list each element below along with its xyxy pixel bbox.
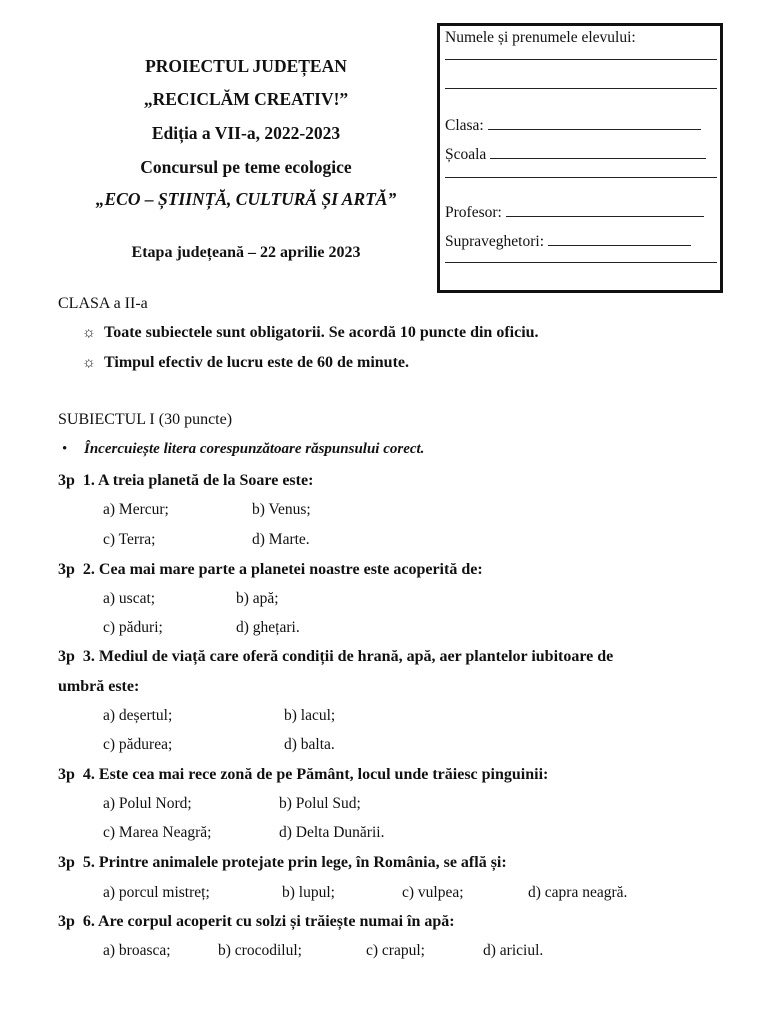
question-text: 1. A treia planetă de la Soare este: [82, 472, 314, 489]
question-1 [58, 472, 313, 490]
question-text: 6. Are corpul acoperit cu solzi și trăiește numai în apă: [82, 913, 455, 930]
gear-icon: ☼ [82, 325, 96, 341]
question-text: 3. Mediul de viață care oferă condiții de hrană, apă, aer plantelor iubitoare de [82, 648, 614, 665]
q6-option-d[interactable]: d) ariciul. [483, 942, 544, 959]
q4-option-c[interactable]: c) Marea Neagră; [103, 824, 212, 841]
teacher-line[interactable] [506, 204, 704, 217]
class-line[interactable] [488, 117, 701, 130]
student-name-line-1[interactable] [445, 59, 717, 60]
q1-option-a[interactable]: a) Mercur; [103, 501, 169, 518]
question-3 [58, 648, 613, 666]
question-text: 2. Cea mai mare parte a planetei noastre este acoperită de: [82, 561, 483, 578]
question-points: 3p [58, 648, 75, 665]
student-name-label: Numele și prenumele elevului: [445, 29, 636, 46]
q1-option-b[interactable]: b) Venus; [252, 501, 311, 518]
school-field [445, 146, 706, 164]
q4-option-a[interactable]: a) Polul Nord; [103, 795, 192, 812]
teacher-label: Profesor: [445, 204, 502, 221]
contest-title: PROIECTUL JUDEȚEAN [145, 56, 347, 76]
q1-option-c[interactable]: c) Terra; [103, 531, 156, 548]
question-text: 5. Printre animalele protejate prin lege, în România, se află și: [82, 854, 507, 871]
q1-option-d[interactable]: d) Marte. [252, 531, 310, 548]
supervisors-line-2[interactable] [445, 262, 717, 263]
student-name-line-2[interactable] [445, 88, 717, 89]
gear-icon: ☼ [82, 355, 96, 371]
question-points: 3p [58, 913, 75, 930]
class-label: Clasa: [445, 117, 484, 134]
question-3-continued: umbră este: [58, 678, 140, 695]
contest-subtitle: Concursul pe teme ecologice [140, 157, 352, 177]
class-title: CLASA a II-a [58, 295, 148, 312]
question-6 [58, 913, 455, 931]
supervisors-field [445, 233, 691, 251]
question-points: 3p [58, 561, 75, 578]
question-points: 3p [58, 766, 75, 783]
q2-option-b[interactable]: b) apă; [236, 590, 279, 607]
subject-title-main: SUBIECTUL I (30 puncte [58, 411, 227, 428]
question-points: 3p [58, 472, 75, 489]
q3-option-a[interactable]: a) deșertul; [103, 707, 173, 724]
stage-date: Etapa județeană – 22 aprilie 2023 [131, 244, 361, 261]
question-5 [58, 854, 507, 872]
bullet-icon: • [62, 441, 68, 457]
q3-option-b[interactable]: b) lacul; [284, 707, 336, 724]
q3-option-d[interactable]: d) balta. [284, 736, 335, 753]
rule-2-text: Timpul efectiv de lucru este de 60 de minute. [104, 354, 410, 371]
q2-option-d[interactable]: d) ghețari. [236, 619, 300, 636]
q2-option-a[interactable]: a) uscat; [103, 590, 156, 607]
q6-option-c[interactable]: c) crapul; [366, 942, 425, 959]
q5-option-c[interactable]: c) vulpea; [402, 884, 464, 901]
q4-option-b[interactable]: b) Polul Sud; [279, 795, 361, 812]
teacher-field [445, 204, 704, 222]
subject-title [58, 411, 232, 429]
q5-option-d[interactable]: d) capra neagră. [528, 884, 628, 901]
q4-option-d[interactable]: d) Delta Dunării. [279, 824, 385, 841]
rule-1 [82, 324, 539, 342]
class-field [445, 117, 701, 135]
instruction-text: Încercuiește litera corespunzătoare răspunsului corect. [84, 441, 425, 457]
q6-option-a[interactable]: a) broasca; [103, 942, 171, 959]
rule-1-text: Toate subiectele sunt obligatorii. Se acordă 10 puncte din oficiu. [104, 324, 539, 341]
q5-option-b[interactable]: b) lupul; [282, 884, 335, 901]
question-4 [58, 766, 548, 784]
q3-option-c[interactable]: c) pădurea; [103, 736, 173, 753]
supervisors-label: Supraveghetori: [445, 233, 545, 250]
student-info-box [437, 23, 723, 293]
rule-2 [82, 354, 409, 372]
school-label: Școala [445, 146, 487, 163]
school-line-2[interactable] [445, 177, 717, 178]
school-line[interactable] [490, 146, 706, 159]
question-points: 3p [58, 854, 75, 871]
subject-title-end: ) [226, 411, 233, 428]
supervisors-line[interactable] [548, 233, 691, 246]
instruction [62, 441, 424, 458]
q6-option-b[interactable]: b) crocodilul; [218, 942, 302, 959]
question-text: 4. Este cea mai rece zonă de pe Pământ, locul unde trăiesc pinguinii: [82, 766, 549, 783]
contest-theme: „ECO – ȘTIINȚĂ, CULTURĂ ȘI ARTĂ” [95, 189, 397, 209]
project-name: „RECICLĂM CREATIV!” [143, 89, 349, 109]
edition: Ediția a VII-a, 2022-2023 [151, 123, 341, 143]
q5-option-a[interactable]: a) porcul mistreț; [103, 884, 210, 901]
question-2 [58, 561, 483, 579]
q2-option-c[interactable]: c) păduri; [103, 619, 163, 636]
